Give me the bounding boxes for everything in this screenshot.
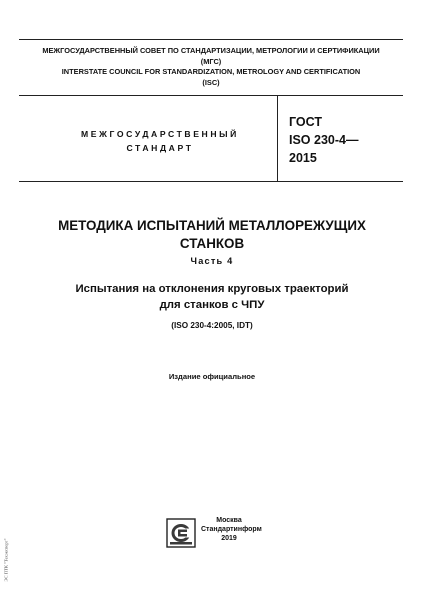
council-name-en: INTERSTATE COUNCIL FOR STANDARDIZATION, METROLOGY AND CERTIFICATION [61,67,361,77]
council-header [19,39,403,96]
standartinform-logo-icon [166,518,196,548]
publisher-info: Москва Стандартинформ 2019 [201,517,262,542]
vertical-divider [277,96,278,182]
gost-designation: ГОСТ ISO 230-4— 2015 [289,115,359,165]
document-title: МЕТОДИКА ИСПЫТАНИЙ МЕТАЛЛОРЕЖУЩИХ СТАНКОВ [58,218,366,251]
council-abbr-ru: (МГС) [200,56,222,66]
standard-type-label: МЕЖГОСУДАРСТВЕННЫЙ СТАНДАРТ [81,129,239,153]
iso-reference: (ISO 230-4:2005, IDT) [171,321,253,330]
edition-label: Издание официальное [168,372,256,381]
council-abbr-en: (ISC) [202,77,220,87]
part-label: Часть 4 [190,256,234,266]
council-name-ru: МЕЖГОСУДАРСТВЕННЫЙ СОВЕТ ПО СТАНДАРТИЗАЦИИ, МЕТРОЛОГИИ И СЕРТИФИКАЦИИ [42,46,380,55]
horizontal-divider [19,181,403,182]
document-subtitle: Испытания на отклонения круговых траекторий для станков с ЧПУ [75,283,349,311]
side-watermark: ЭС ПТК "Техэксперт" [3,538,9,582]
